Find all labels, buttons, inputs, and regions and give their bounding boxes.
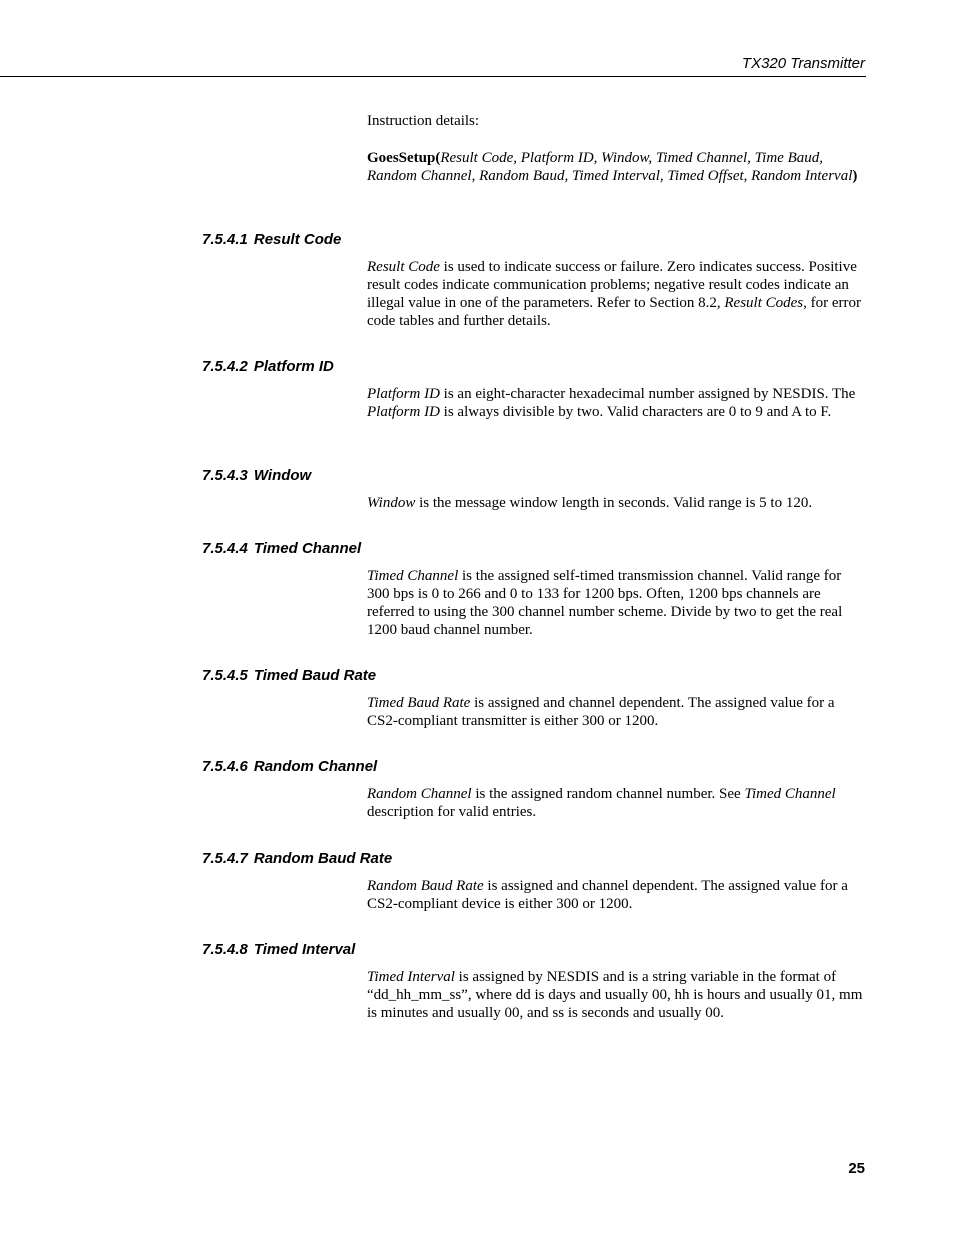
term: Random Baud Rate <box>367 878 484 894</box>
heading-platform-id <box>202 358 334 375</box>
paragraph-text: is always divisible by two. Valid characters are 0 to 9 and A to F. <box>439 404 832 420</box>
term: Window <box>367 495 416 511</box>
heading-title: Window <box>253 467 312 484</box>
paragraph-text: is the message window length in seconds. Valid range is 5 to 120. <box>415 495 813 511</box>
instruction-params: Result Code, Platform ID, Window, Timed Channel, Time Baud, Random Channel, Random Baud, Timed Interval, Timed Offset, Random Interval <box>367 150 853 184</box>
running-header-title: TX320 Transmitter <box>741 55 865 72</box>
paragraph-timed-interval <box>367 968 864 1022</box>
heading-number: 7.5.4.3 <box>202 467 248 484</box>
heading-number: 7.5.4.1 <box>202 231 248 248</box>
heading-timed-channel <box>202 540 361 557</box>
term: Timed Interval <box>367 969 455 985</box>
term: Timed Channel <box>367 568 459 584</box>
paragraph-text: is the assigned random channel number. See <box>471 786 745 802</box>
term: Platform ID <box>367 404 440 420</box>
heading-title: Random Channel <box>253 758 378 775</box>
heading-random-channel <box>202 758 377 775</box>
paragraph-text: is used to indicate success or failure. Zero indicates success. Positive result codes indicate communication problems; negative result codes indicate an illegal value in one of the parameters. Refer to Section 8.2, <box>367 259 857 311</box>
paragraph-text: description for valid entries. <box>367 804 537 820</box>
paragraph-random-channel <box>367 785 864 821</box>
page-number: 25 <box>848 1160 865 1177</box>
term: Random Channel <box>367 786 472 802</box>
heading-title: Platform ID <box>253 358 334 375</box>
paragraph-result-code <box>367 258 864 330</box>
paragraph-text: is assigned and channel dependent. The assigned value for a CS2-compliant device is either 300 or 1200. <box>367 878 848 912</box>
paragraph-text: is assigned by NESDIS and is a string variable in the format of “dd_hh_mm_ss”, where dd is days and usually 00, hh is hours and usually 01, mm is minutes and usually 00, and ss is seconds and usually 00. <box>367 969 863 1021</box>
heading-title: Random Baud Rate <box>253 850 393 867</box>
paragraph-text: is the assigned self-timed transmission channel. Valid range for 300 bps is 0 to 266 and 0 to 133 for 1200 bps. Often, 1200 bps channels are referred to using the 300 channel number scheme. Divide by two to get the real 1200 baud channel number. <box>367 568 843 638</box>
paragraph-text: , for error code tables and further details. <box>367 295 862 329</box>
paragraph-timed-baud-rate <box>367 694 864 730</box>
heading-number: 7.5.4.4 <box>202 540 248 557</box>
heading-number: 7.5.4.2 <box>202 358 248 375</box>
heading-number: 7.5.4.6 <box>202 758 248 775</box>
instruction-name: GoesSetup( <box>367 150 441 166</box>
term: Timed Channel <box>744 786 836 802</box>
instruction-details-label: Instruction details: <box>367 113 480 129</box>
heading-number: 7.5.4.5 <box>202 667 248 684</box>
heading-random-baud-rate <box>202 850 392 867</box>
paragraph-random-baud-rate <box>367 877 864 913</box>
term: Result Code <box>367 259 440 275</box>
term: Platform ID <box>367 386 440 402</box>
paragraph-timed-channel <box>367 567 864 639</box>
heading-result-code <box>202 231 341 248</box>
heading-title: Timed Channel <box>253 540 362 557</box>
heading-number: 7.5.4.8 <box>202 941 248 958</box>
term: Timed Baud Rate <box>367 695 471 711</box>
heading-title: Result Code <box>253 231 342 248</box>
paragraph-window <box>367 494 864 512</box>
heading-timed-interval <box>202 941 355 958</box>
paragraph-platform-id <box>367 385 864 421</box>
instruction-close: ) <box>852 168 858 184</box>
header-rule <box>0 76 866 77</box>
heading-window <box>202 467 311 484</box>
instruction-syntax <box>367 149 864 185</box>
heading-timed-baud-rate <box>202 667 376 684</box>
heading-number: 7.5.4.7 <box>202 850 248 867</box>
heading-title: Timed Baud Rate <box>253 667 377 684</box>
paragraph-text: is assigned and channel dependent. The assigned value for a CS2-compliant transmitter is either 300 or 1200. <box>367 695 835 729</box>
paragraph-text: is an eight-character hexadecimal number assigned by NESDIS. The <box>439 386 856 402</box>
section-reference: Result Codes <box>724 295 804 311</box>
heading-title: Timed Interval <box>253 941 356 958</box>
